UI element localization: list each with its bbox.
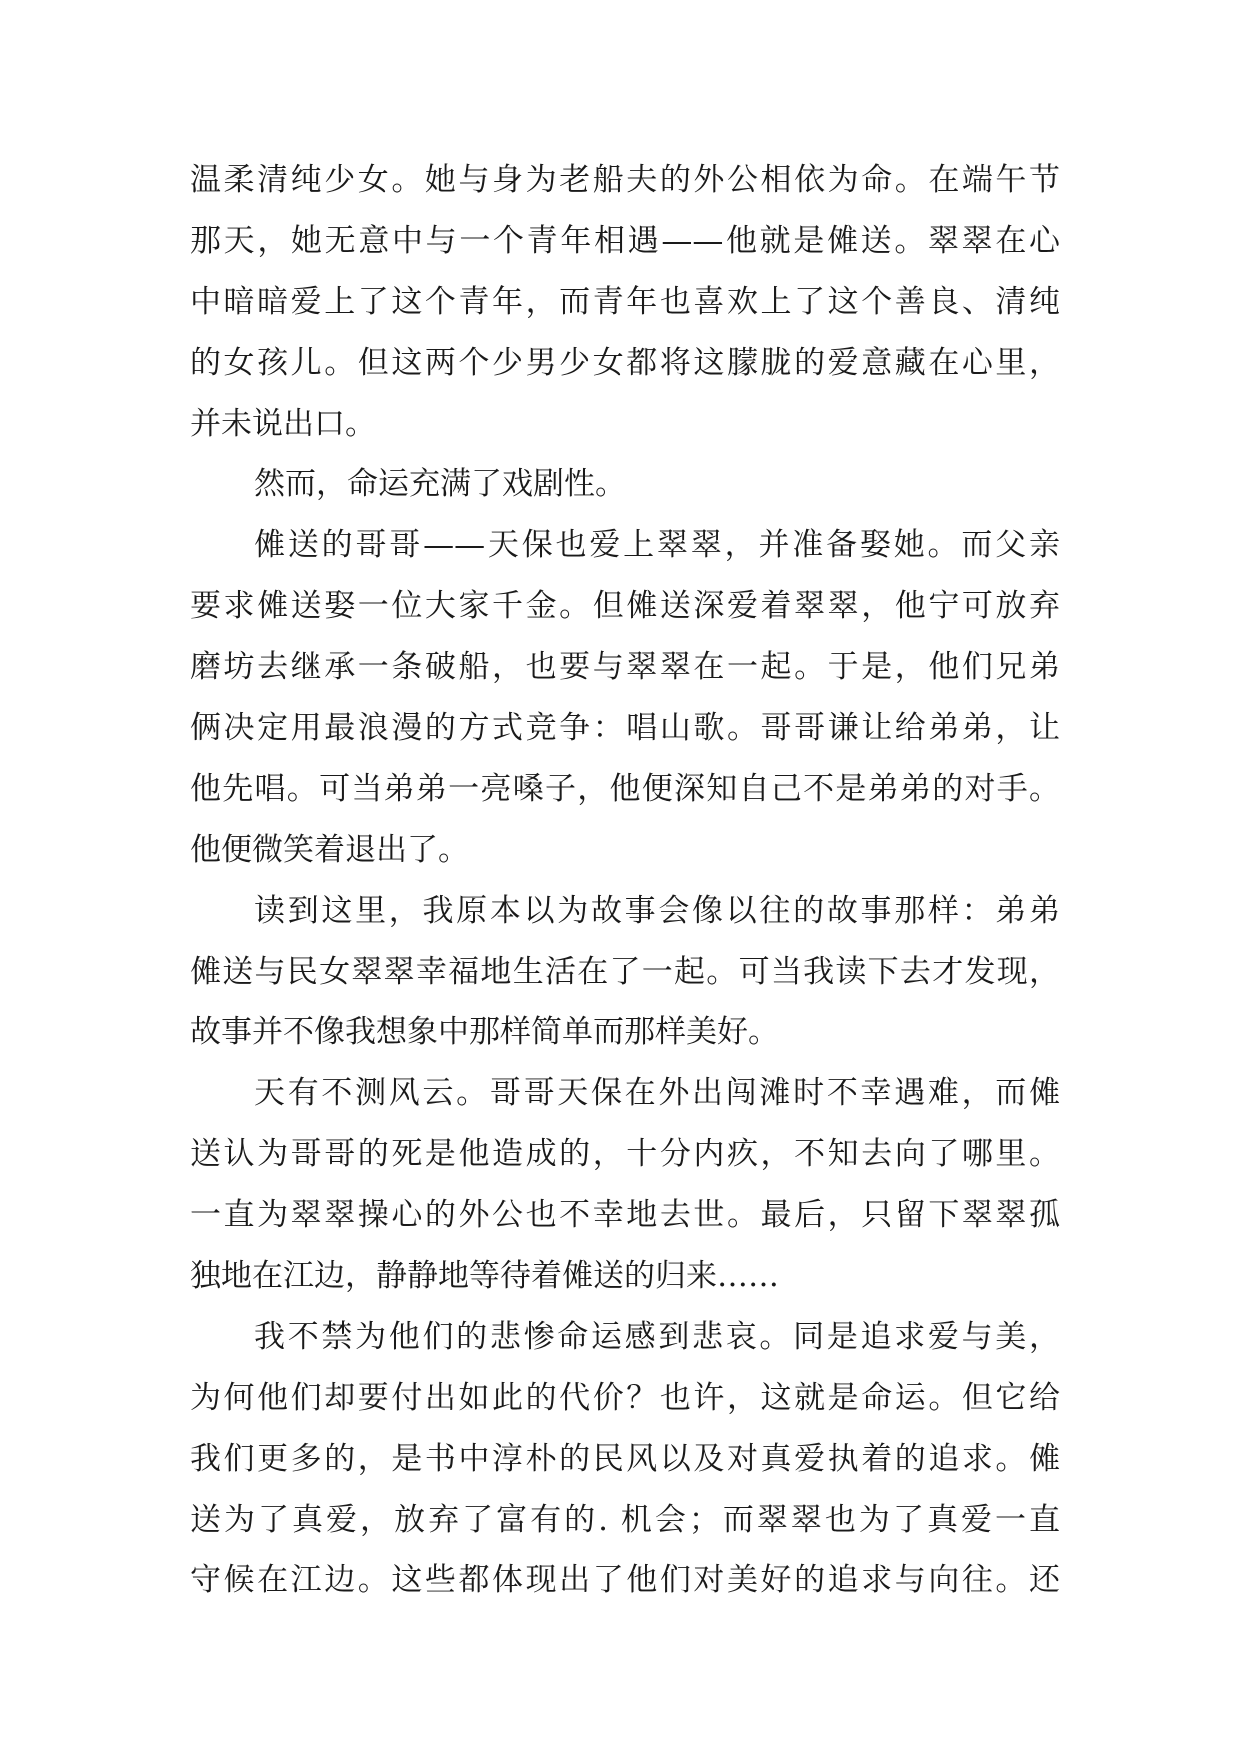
text-line: 磨坊去继承一条破船，也要与翠翠在一起。于是，他们兄弟 xyxy=(190,649,1060,686)
text-line: 守候在江边。这些都体现出了他们对美好的追求与向往。还 xyxy=(190,1562,1060,1599)
text-line: 温柔清纯少女。她与身为老船夫的外公相依为命。在端午节 xyxy=(190,162,1060,198)
text-line: 我们更多的，是书中淳朴的民风以及对真爱执着的追求。傩 xyxy=(190,1440,1060,1477)
text-line: 的女孩儿。但这两个少男少女都将这朦胧的爱意藏在心里， xyxy=(190,344,1060,381)
text-line: 傩送与民女翠翠幸福地生活在了一起。可当我读下去才发现， xyxy=(190,953,1060,990)
text-line: 他便微笑着退出了。 xyxy=(190,831,469,868)
text-line: 俩决定用最浪漫的方式竞争：唱山歌。哥哥谦让给弟弟，让 xyxy=(190,710,1060,747)
text-line: 并未说出口。 xyxy=(190,405,376,442)
paragraph-first-line: 然而，命运充满了戏剧性。 xyxy=(254,466,626,503)
paragraph-first-line: 读到这里，我原本以为故事会像以往的故事那样：弟弟 xyxy=(254,892,1060,929)
text-line: 一直为翠翠操心的外公也不幸地去世。最后，只留下翠翠孤 xyxy=(190,1197,1060,1234)
paragraph-first-line: 我不禁为他们的悲惨命运感到悲哀。同是追求爱与美， xyxy=(254,1318,1060,1355)
paragraph-first-line: 天有不测风云。哥哥天保在外出闯滩时不幸遇难，而傩 xyxy=(254,1075,1060,1112)
article-body xyxy=(190,150,1060,1611)
paragraph-first-line: 傩送的哥哥——天保也爱上翠翠，并准备娶她。而父亲 xyxy=(254,527,1060,564)
text-line: 送认为哥哥的死是他造成的，十分内疚，不知去向了哪里。 xyxy=(190,1136,1060,1173)
text-line: 要求傩送娶一位大家千金。但傩送深爱着翠翠，他宁可放弃 xyxy=(190,588,1060,625)
text-line: 他先唱。可当弟弟一亮嗓子，他便深知自己不是弟弟的对手。 xyxy=(190,770,1060,807)
text-line: 故事并不像我想象中那样简单而那样美好。 xyxy=(190,1014,779,1051)
text-line: 中暗暗爱上了这个青年，而青年也喜欢上了这个善良、清纯 xyxy=(190,283,1060,320)
text-line: 独地在江边，静静地等待着傩送的归来…… xyxy=(190,1258,779,1295)
text-line: 那天，她无意中与一个青年相遇——他就是傩送。翠翠在心 xyxy=(190,222,1060,259)
text-line: 为何他们却要付出如此的代价？也许，这就是命运。但它给 xyxy=(190,1379,1060,1416)
text-line: 送为了真爱，放弃了富有的. 机会；而翠翠也为了真爱一直 xyxy=(190,1501,1060,1538)
